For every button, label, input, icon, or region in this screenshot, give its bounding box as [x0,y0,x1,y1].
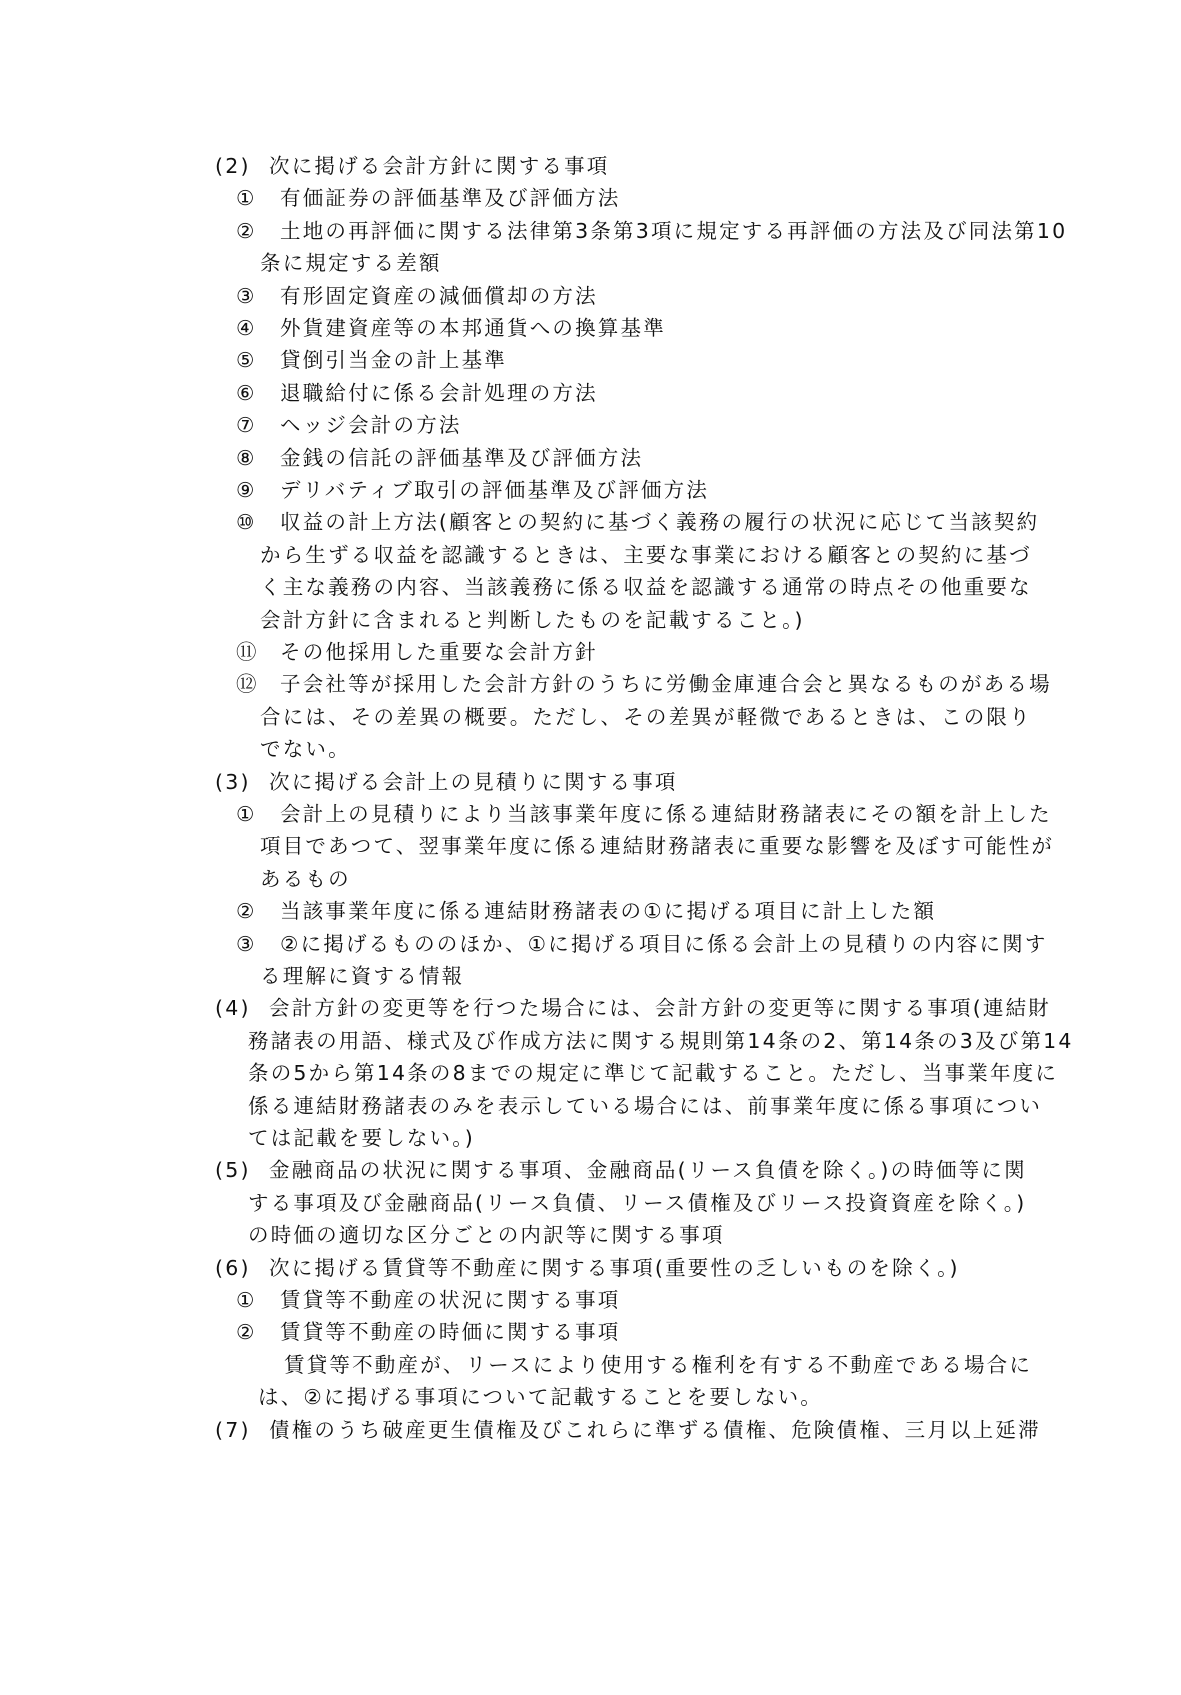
line-text: 子会社等が採用した会計方針のうちに労働金庫連合会と異なるものがある場 [280,672,1052,697]
line-text: 会計方針の変更等を行つた場合には、会計方針の変更等に関する事項(連結財 [269,996,1051,1021]
list-item [0,214,1181,249]
line-text: の時価の適切な区分ごとの内訳等に関する事項 [248,1223,725,1248]
list-item-line [0,246,1181,281]
section-line [0,1056,1181,1091]
list-marker: ③ [236,283,257,308]
section-line [0,1186,1181,1221]
line-text: する事項及び金融商品(リース負債、リース債権及びリース投資資産を除く。) [248,1190,1027,1215]
list-item [0,667,1181,702]
line-text: 次に掲げる会計方針に関する事項 [269,154,610,178]
list-marker: ④ [236,316,257,340]
list-item-line [0,603,1181,638]
list-item [0,343,1181,378]
list-item [0,1283,1181,1318]
note-line [0,1348,1181,1383]
list-marker: ① [236,1288,257,1312]
line-text: 次に掲げる賃貸等不動産に関する事項(重要性の乏しいものを除く。) [269,1255,960,1280]
list-item-line [0,732,1181,767]
line-text: 項目であつて、翌事業年度に係る連結財務諸表に重要な影響を及ぼす可能性が [260,834,1055,859]
line-text: 会計上の見積りにより当該事業年度に係る連結財務諸表にその額を計上した [280,802,1052,826]
line-text: 係る連結財務諸表のみを表示している場合には、前事業年度に係る事項につい [248,1093,1043,1118]
line-text: は、②に掲げる事項について記載することを要しない。 [258,1385,823,1410]
line-text: から生ずる収益を認識するときは、主要な事業における顧客との契約に基づ [260,542,1032,567]
list-item [0,927,1181,962]
line-text: ②に掲げるもののほか、①に掲げる項目に係る会計上の見積りの内容に関す [280,931,1048,956]
line-text: ヘッジ会計の方法 [280,413,462,438]
line-text: 債権のうち破産更生債権及びこれらに準ずる債権、危険債権、三月以上延滞 [269,1417,1041,1442]
line-text: その他採用した重要な会計方針 [280,640,598,664]
line-text: デリバティブ取引の評価基準及び評価方法 [280,478,710,502]
line-text: 賃貸等不動産の時価に関する事項 [280,1320,621,1345]
list-item [0,635,1181,670]
section-heading [0,1153,1181,1188]
list-marker: ⑧ [236,445,257,470]
list-item-line [0,862,1181,897]
list-marker: ⑤ [236,348,257,373]
line-text: ては記載を要しない。) [248,1126,475,1150]
list-marker: ⑥ [236,380,257,405]
list-marker: ① [236,186,257,211]
line-text: 賃貸等不動産が、リースにより使用する権利を有する不動産である場合に [284,1352,1033,1377]
list-item [0,181,1181,216]
list-marker: ⑪ [236,640,259,664]
list-marker: ⑦ [236,413,257,438]
list-marker: ⑫ [236,672,259,697]
line-text: 次に掲げる会計上の見積りに関する事項 [269,769,678,794]
line-text: あるもの [260,866,351,891]
section-heading [0,991,1181,1026]
list-item-line [0,959,1181,994]
line-text: 務諸表の用語、様式及び作成方法に関する規則第14条の2、第14条の3及び第14 [248,1028,1074,1053]
section-line [0,1121,1181,1156]
list-item [0,473,1181,508]
list-marker: ② [236,899,257,924]
list-item-line [0,829,1181,864]
list-marker: (4) [215,996,251,1021]
list-item [0,505,1181,540]
line-text: く主な義務の内容、当該義務に係る収益を認識する通常の時点その他重要な [260,575,1032,600]
list-marker: ① [236,802,257,826]
note-line [0,1380,1181,1415]
section-line [0,1218,1181,1253]
list-item [0,441,1181,476]
line-text: 貸倒引当金の計上基準 [280,348,507,373]
line-text: 土地の再評価に関する法律第3条第3項に規定する再評価の方法及び同法第10 [280,218,1068,243]
section-line [0,1024,1181,1059]
list-marker: ③ [236,931,257,956]
list-item-line [0,538,1181,573]
section-line [0,1089,1181,1124]
list-marker: (7) [215,1417,251,1442]
line-text: 金銭の信託の評価基準及び評価方法 [280,445,644,470]
list-marker: ② [236,1320,257,1345]
list-item-line [0,700,1181,735]
list-item [0,376,1181,411]
list-item [0,408,1181,443]
list-marker: ② [236,218,257,243]
section-heading [0,1251,1181,1286]
line-text: 収益の計上方法(顧客との契約に基づく義務の履行の状況に応じて当該契約 [280,510,1040,535]
list-marker: ⑨ [236,478,257,502]
line-text: 有形固定資産の減価償却の方法 [280,283,598,308]
line-text: でない。 [260,737,351,762]
list-marker: (3) [215,769,251,794]
line-text: 退職給付に係る会計処理の方法 [280,380,598,405]
list-marker: (6) [215,1255,251,1280]
line-text: 条の5から第14条の8までの規定に準じて記載すること。ただし、当事業年度に [248,1061,1059,1086]
list-item-line [0,570,1181,605]
section-heading [0,765,1181,800]
list-item [0,311,1181,346]
line-text: 有価証券の評価基準及び評価方法 [280,186,621,211]
list-marker: (2) [215,154,251,178]
line-text: 会計方針に含まれると判断したものを記載すること。) [260,607,805,632]
line-text: 条に規定する差額 [260,251,442,276]
list-marker: ⑩ [236,510,257,535]
line-text: 金融商品の状況に関する事項、金融商品(リース負債を除く。)の時価等に関 [269,1158,1027,1183]
list-item [0,279,1181,314]
line-text: 当該事業年度に係る連結財務諸表の①に掲げる項目に計上した額 [280,899,937,924]
list-item [0,1315,1181,1350]
list-item [0,894,1181,929]
section-heading [0,1413,1181,1448]
list-item [0,797,1181,832]
section-heading [0,149,1181,184]
line-text: 外貨建資産等の本邦通貨への換算基準 [280,316,666,340]
line-text: 賃貸等不動産の状況に関する事項 [280,1288,621,1312]
line-text: る理解に資する情報 [260,964,465,988]
list-marker: (5) [215,1158,251,1183]
line-text: 合には、その差異の概要。ただし、その差異が軽微であるときは、この限り [260,704,1032,729]
